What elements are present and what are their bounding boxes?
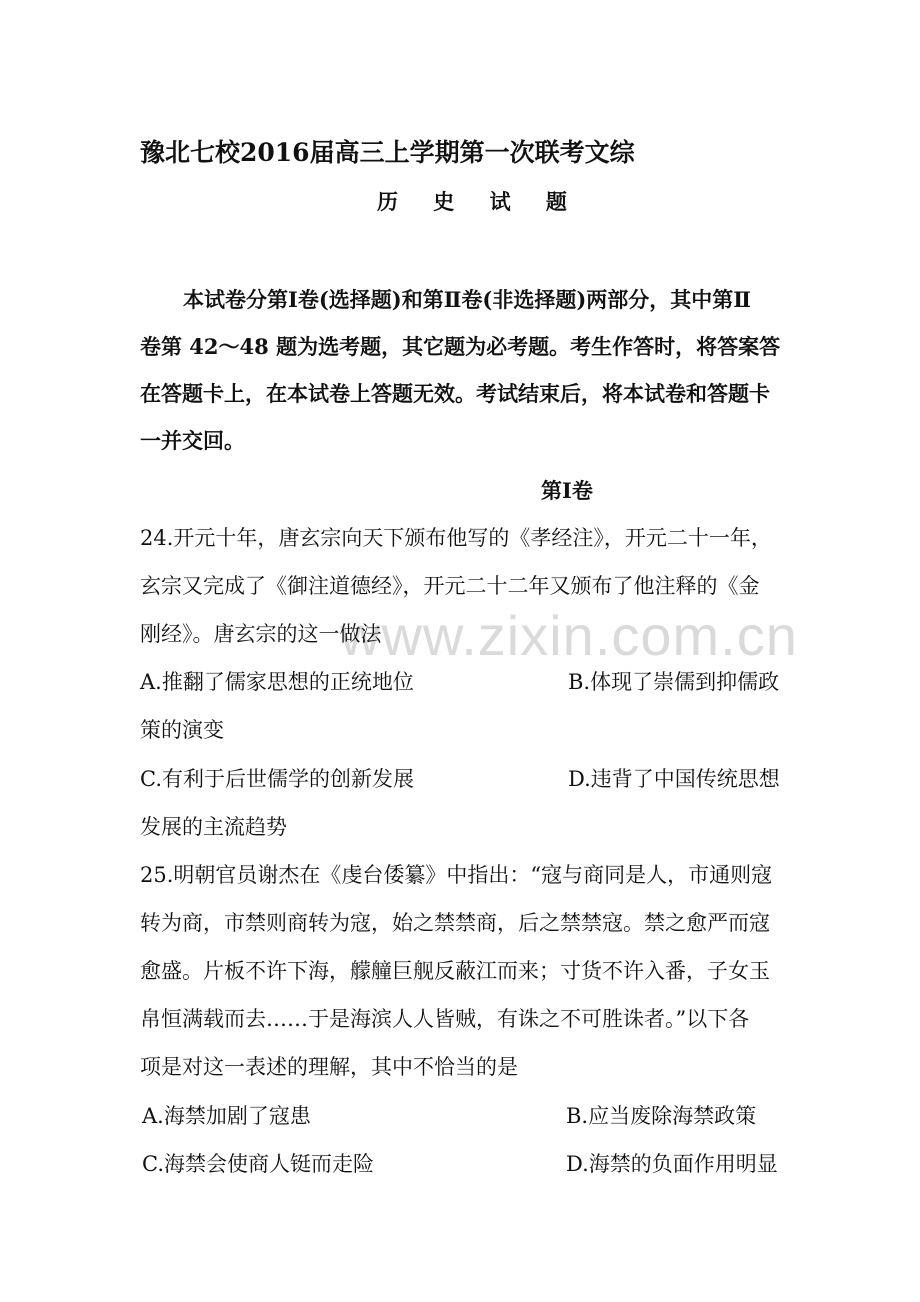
q25-stem-line-4: 帛恒满载而去……于是海滨人人皆贼，有诛之不可胜诛者。”以下各 — [140, 1007, 750, 1031]
q25-stem-line-2: 转为商，市禁则商转为寇，始之禁禁商，后之禁禁寇。禁之愈严而寇 — [140, 911, 770, 935]
instruction-line-2: 卷第 42～48 题为选考题，其它题为必考题。考生作答时，将答案答 — [140, 334, 781, 359]
instruction-line-1: 本试卷分第Ⅰ卷(选择题)和第Ⅱ卷(非选择题)两部分，其中第Ⅱ — [183, 287, 751, 312]
q24-option-b-continued: 策的演变 — [140, 718, 224, 742]
q24-stem-line-2: 玄宗又完成了《御注道德经》，开元二十二年又颁布了他注释的《金 — [140, 574, 760, 598]
q24-option-c: C.有利于后世儒学的创新发展 — [140, 767, 414, 791]
q25-option-a: A.海禁加剧了寇患 — [142, 1104, 311, 1128]
q25-stem-line-1: 25.明朝官员谢杰在《虔台倭纂》中指出：“寇与商同是人，市通则寇 — [140, 863, 773, 887]
section-label: 第Ⅰ卷 — [541, 478, 593, 503]
watermark: www.zixin.com.cn — [340, 604, 798, 667]
q24-option-b: B.体现了崇儒到抑儒政 — [568, 670, 780, 694]
q25-option-b: B.应当废除海禁政策 — [566, 1104, 757, 1128]
instruction-line-3: 在答题卡上，在本试卷上答题无效。考试结束后，将本试卷和答题卡 — [140, 381, 770, 406]
q24-stem-line-1: 24.开元十年，唐玄宗向天下颁布他写的《孝经注》，开元二十一年， — [140, 526, 772, 550]
page-title: 豫北七校2016届高三上学期第一次联考文综 — [140, 138, 635, 167]
q24-option-d: D.违背了中国传统思想 — [568, 767, 780, 791]
instruction-line-4: 一并交回。 — [140, 428, 245, 453]
page-subtitle: 历 史 试 题 — [377, 189, 581, 214]
q24-option-a: A.推翻了儒家思想的正统地位 — [140, 670, 414, 694]
q25-stem-line-3: 愈盛。片板不许下海，艨艟巨舰反蔽江而来；寸货不许入番，子女玉 — [140, 959, 770, 983]
q24-option-d-continued: 发展的主流趋势 — [140, 815, 287, 839]
q25-stem-line-5: 项是对这一表述的理解，其中不恰当的是 — [140, 1055, 518, 1079]
q24-stem-line-3: 刚经》。唐玄宗的这一做法 — [140, 622, 382, 646]
q25-option-c: C.海禁会使商人铤而走险 — [142, 1152, 374, 1176]
q25-option-d: D.海禁的负面作用明显 — [566, 1152, 778, 1176]
